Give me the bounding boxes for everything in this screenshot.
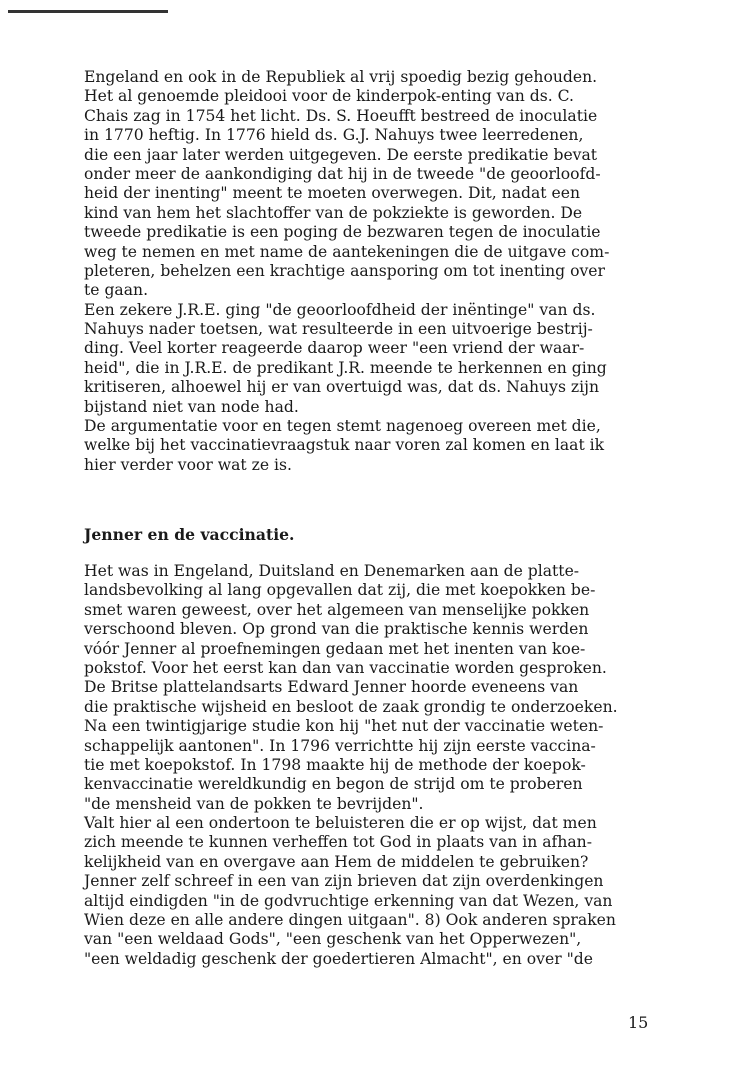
text-line: altijd eindigden "in de godvruchtige erkenning van dat Wezen, van — [84, 891, 613, 910]
text-line: pleteren, behelzen een krachtige aansporing om tot inenting over — [84, 261, 605, 280]
text-line: die praktische wijsheid en besloot de zaak grondig te onderzoeken. — [84, 697, 618, 716]
text-line: Nahuys nader toetsen, wat resulteerde in een uitvoerige bestrij- — [84, 320, 593, 339]
text-line: Na een twintigjarige studie kon hij "het nut der vaccinatie weten- — [84, 717, 604, 736]
text-line: in 1770 heftig. In 1776 hield ds. G.J. Nahuys twee leerredenen, — [84, 126, 584, 145]
text-line: vóór Jenner al proefnemingen gedaan met het inenten van koe- — [84, 639, 586, 658]
text-line: Jenner zelf schreef in een van zijn brieven dat zijn overdenkingen — [84, 872, 604, 891]
text-line: van "een weldaad Gods", "een geschenk van het Opperwezen", — [84, 930, 582, 949]
text-line: die een jaar later werden uitgegeven. De eerste predikatie bevat — [84, 145, 598, 164]
text-line: Chais zag in 1754 het licht. Ds. S. Hoeufft bestreed de inoculatie — [84, 106, 598, 125]
paragraph-2 — [84, 562, 669, 969]
text-line: Een zekere J.R.E. ging "de geoorloofdheid der inëntinge" van ds. — [84, 300, 596, 319]
text-line: te gaan. — [84, 281, 149, 300]
text-line: welke bij het vaccinatievraagstuk naar voren zal komen en laat ik — [84, 436, 605, 455]
text-line: kelijkheid van en overgave aan Hem de middelen te gebruiken? — [84, 852, 589, 871]
text-line: Valt hier al een ondertoon te beluisteren die er op wijst, dat men — [84, 814, 597, 833]
text-line: weg te nemen en met name de aantekeningen die de uitgave com- — [84, 242, 610, 261]
page-number: 15 — [628, 1013, 649, 1032]
text-line: onder meer de aankondiging dat hij in de tweede "de geoorloofd- — [84, 164, 601, 183]
top-rule — [8, 10, 168, 13]
text-line: bijstand niet van node had. — [84, 397, 299, 416]
text-line: De Britse plattelandsarts Edward Jenner hoorde eveneens van — [84, 678, 579, 697]
text-line: pokstof. Voor het eerst kan dan van vaccinatie worden gesproken. — [84, 658, 607, 677]
text-line: "de mensheid van de pokken te bevrijden". — [84, 794, 424, 813]
text-line: smet waren geweest, over het algemeen van menselijke pokken — [84, 600, 590, 619]
text-line: zich meende te kunnen verheffen tot God in plaats van in afhan- — [84, 833, 592, 852]
text-line: verschoond bleven. Op grond van die praktische kennis werden — [84, 620, 589, 639]
text-line: tie met koepokstof. In 1798 maakte hij de methode der koepok- — [84, 755, 586, 774]
text-line: "een weldadig geschenk der goedertieren Almacht", en over "de — [84, 949, 594, 968]
paragraph-1 — [84, 68, 669, 475]
text-line: hier verder voor wat ze is. — [84, 455, 292, 474]
section-heading: Jenner en de vaccinatie. — [84, 525, 295, 544]
text-line: landsbevolking al lang opgevallen dat zij, die met koepokken be- — [84, 581, 596, 600]
text-line: heid der inenting" meent te moeten overwegen. Dit, nadat een — [84, 184, 581, 203]
text-line: kind van hem het slachtoffer van de pokziekte is geworden. De — [84, 203, 583, 222]
text-line: kenvaccinatie wereldkundig en begon de strijd om te proberen — [84, 775, 583, 794]
text-line: De argumentatie voor en tegen stemt nagenoeg overeen met die, — [84, 417, 601, 436]
text-line: ding. Veel korter reageerde daarop weer "een vriend der waar- — [84, 339, 585, 358]
text-line: schappelijk aantonen". In 1796 verrichtte hij zijn eerste vaccina- — [84, 736, 596, 755]
text-line: Wien deze en alle andere dingen uitgaan". 8) Ook anderen spraken — [84, 911, 616, 930]
text-line: heid", die in J.R.E. de predikant J.R. meende te herkennen en ging — [84, 358, 607, 377]
text-line: Het was in Engeland, Duitsland en Denemarken aan de platte- — [84, 562, 580, 580]
text-line: kritiseren, alhoewel hij er van overtuigd was, dat ds. Nahuys zijn — [84, 378, 599, 397]
text-line: Engeland en ook in de Republiek al vrij spoedig bezig gehouden. — [84, 68, 598, 86]
text-line: tweede predikatie is een poging de bezwaren tegen de inoculatie — [84, 223, 601, 242]
text-line: Het al genoemde pleidooi voor de kinderpok-enting van ds. C. — [84, 87, 574, 106]
